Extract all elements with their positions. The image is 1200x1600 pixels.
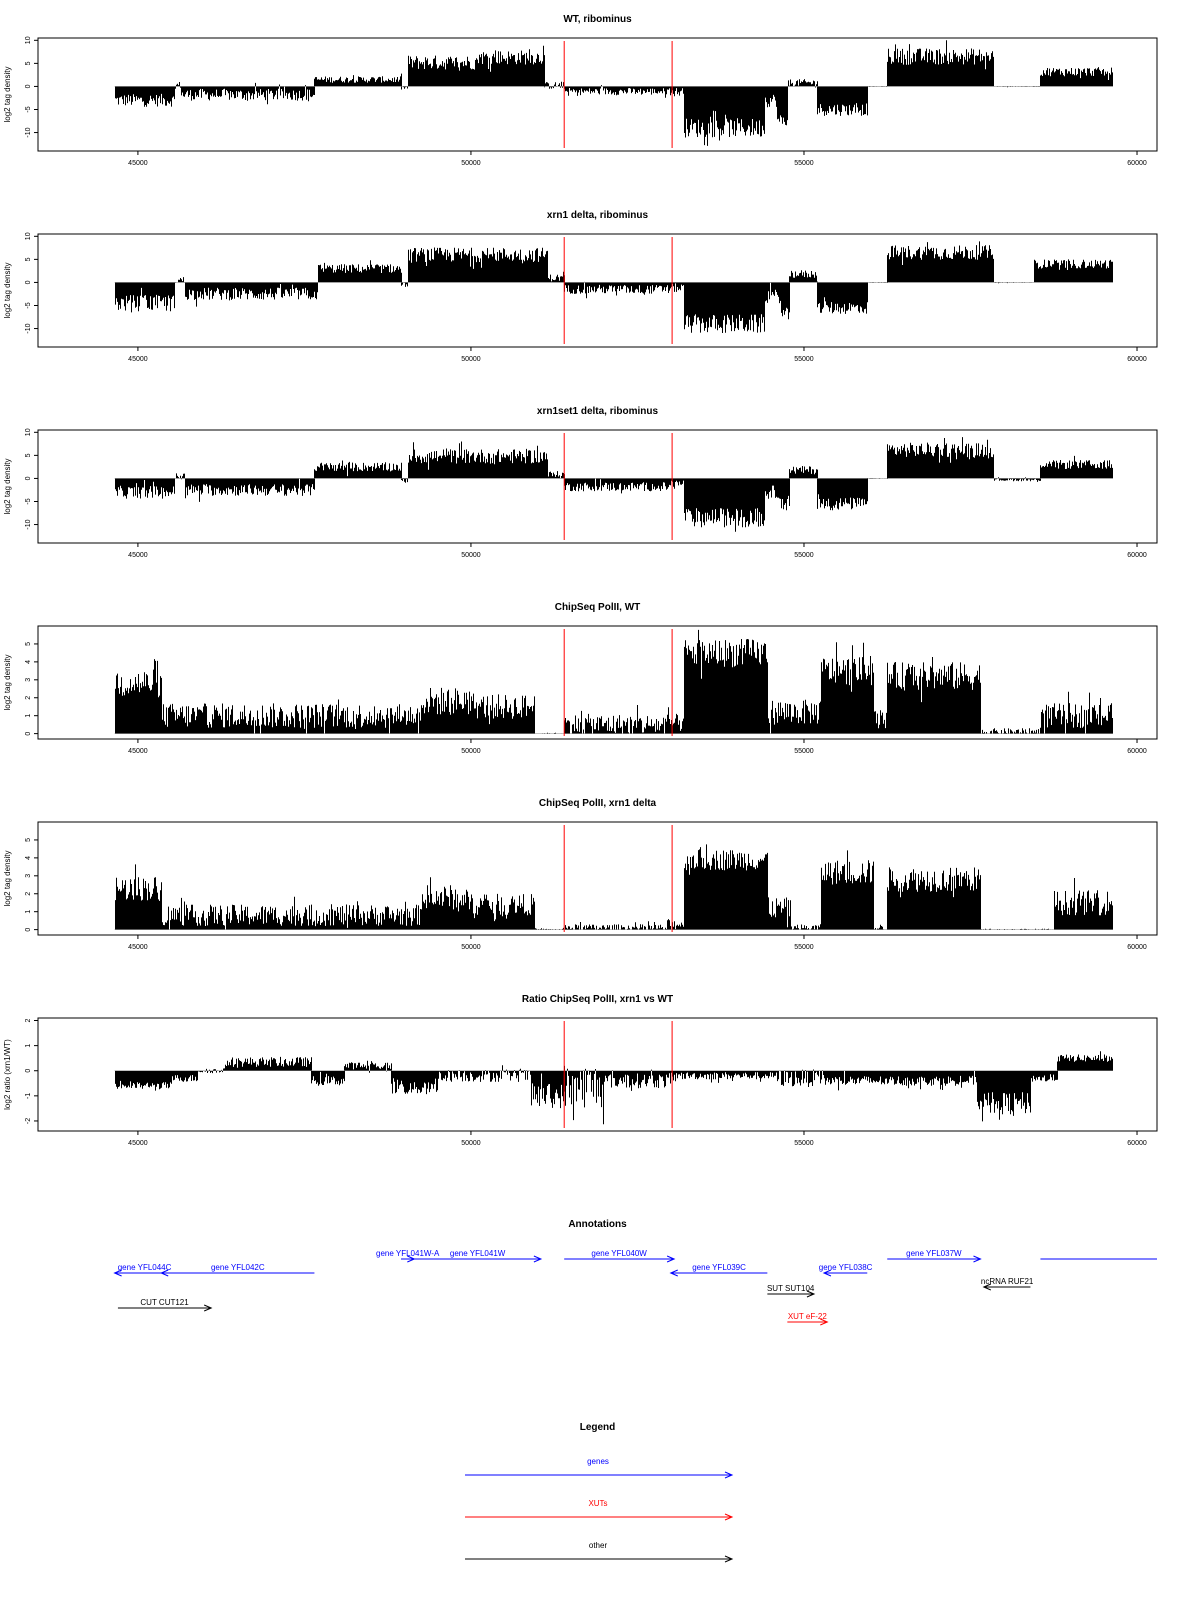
x-tick-label: 60000 bbox=[1127, 944, 1147, 951]
chart-panel bbox=[3, 406, 1157, 559]
y-tick-label: -1 bbox=[25, 1092, 32, 1099]
x-tick-label: 55000 bbox=[794, 944, 814, 951]
annotation-feature bbox=[115, 1263, 175, 1276]
x-tick-label: 50000 bbox=[461, 944, 481, 951]
plot-frame bbox=[38, 38, 1157, 151]
y-tick-label: 5 bbox=[25, 61, 32, 66]
y-tick-label: 10 bbox=[25, 36, 32, 45]
y-tick-label: -5 bbox=[25, 106, 32, 113]
x-tick-label: 60000 bbox=[1127, 1140, 1147, 1147]
y-tick-label: 5 bbox=[25, 837, 32, 842]
x-tick-label: 50000 bbox=[461, 748, 481, 755]
data-series bbox=[116, 630, 1113, 734]
x-tick-label: 45000 bbox=[128, 356, 148, 363]
y-axis-label: log2 tag density bbox=[3, 66, 12, 123]
feature-label: ncRNA RUF21 bbox=[980, 1277, 1034, 1286]
data-bars bbox=[116, 630, 1113, 734]
y-tick-label: 5 bbox=[25, 453, 32, 458]
chart-title: ChipSeq PolII, WT bbox=[554, 602, 641, 613]
chart-panel bbox=[3, 994, 1157, 1147]
annotations-title: Annotations bbox=[568, 1219, 627, 1230]
y-tick-label: 4 bbox=[25, 855, 32, 860]
y-tick-label: 0 bbox=[25, 476, 32, 481]
annotation-feature bbox=[671, 1263, 768, 1276]
data-series bbox=[116, 437, 1113, 532]
data-series bbox=[116, 40, 1113, 146]
chart-panel bbox=[3, 210, 1157, 363]
y-tick-label: 5 bbox=[25, 641, 32, 646]
data-series bbox=[116, 844, 1113, 929]
y-tick-label: -5 bbox=[25, 498, 32, 505]
legend-item bbox=[465, 1457, 732, 1478]
feature-label: gene YFL040W bbox=[591, 1249, 647, 1258]
chart-title: xrn1 delta, ribominus bbox=[546, 210, 649, 221]
y-tick-label: 3 bbox=[25, 873, 32, 878]
data-series bbox=[116, 1051, 1113, 1124]
feature-label: gene YFL044C bbox=[117, 1263, 172, 1272]
y-tick-label: 5 bbox=[25, 257, 32, 262]
x-tick-label: 55000 bbox=[794, 356, 814, 363]
x-tick-label: 45000 bbox=[128, 944, 148, 951]
y-axis-label: log2 ratio (xrn1/WT) bbox=[3, 1039, 12, 1110]
y-tick-label: -10 bbox=[25, 323, 32, 334]
x-tick-label: 55000 bbox=[794, 1140, 814, 1147]
annotation-feature bbox=[887, 1249, 980, 1262]
legend-item bbox=[465, 1499, 732, 1520]
y-tick-label: 2 bbox=[25, 1018, 32, 1023]
y-tick-label: 0 bbox=[25, 1068, 32, 1073]
feature-label: gene YFL039C bbox=[692, 1263, 746, 1272]
annotation-feature bbox=[981, 1277, 1034, 1290]
data-bars bbox=[116, 241, 1113, 333]
chart-panel bbox=[3, 602, 1157, 755]
feature-label: SUT SUT104 bbox=[766, 1284, 815, 1293]
x-tick-label: 50000 bbox=[461, 160, 481, 167]
x-tick-label: 60000 bbox=[1127, 748, 1147, 755]
feature-label: XUT eF-22 bbox=[787, 1312, 827, 1321]
legend bbox=[465, 1422, 732, 1562]
chart-panel bbox=[3, 14, 1157, 167]
y-tick-label: -10 bbox=[25, 127, 32, 138]
annotations-track bbox=[115, 1219, 1157, 1325]
y-tick-label: -5 bbox=[25, 302, 32, 309]
x-tick-label: 50000 bbox=[461, 356, 481, 363]
annotation-feature bbox=[118, 1298, 211, 1311]
x-tick-label: 45000 bbox=[128, 748, 148, 755]
legend-item-label: genes bbox=[587, 1457, 609, 1466]
feature-label: gene YFL041W-A bbox=[376, 1249, 440, 1258]
y-tick-label: 2 bbox=[25, 695, 32, 700]
annotation-feature bbox=[819, 1263, 873, 1276]
x-tick-label: 55000 bbox=[794, 748, 814, 755]
y-tick-label: 2 bbox=[25, 891, 32, 896]
feature-label: CUT CUT121 bbox=[140, 1298, 189, 1307]
legend-item-label: XUTs bbox=[588, 1499, 608, 1508]
y-tick-label: 1 bbox=[25, 713, 32, 718]
y-axis-label: log2 tag density bbox=[3, 850, 12, 907]
x-tick-label: 60000 bbox=[1127, 160, 1147, 167]
y-tick-label: 0 bbox=[25, 280, 32, 285]
chart-panel bbox=[3, 798, 1157, 951]
x-tick-label: 60000 bbox=[1127, 552, 1147, 559]
y-tick-label: 1 bbox=[25, 909, 32, 914]
legend-item-label: other bbox=[588, 1541, 608, 1550]
x-tick-label: 55000 bbox=[794, 552, 814, 559]
feature-label: gene YFL037W bbox=[906, 1249, 962, 1258]
x-tick-label: 60000 bbox=[1127, 356, 1147, 363]
feature-label: gene YFL042C bbox=[210, 1263, 265, 1272]
annotation-feature bbox=[787, 1312, 827, 1325]
plot-frame bbox=[38, 822, 1157, 935]
y-tick-label: 10 bbox=[25, 428, 32, 437]
chart-title: Ratio ChipSeq PolII, xrn1 vs WT bbox=[521, 994, 674, 1005]
feature-label: gene YFL038C bbox=[818, 1263, 873, 1272]
y-tick-label: 0 bbox=[25, 927, 32, 932]
y-tick-label: 0 bbox=[25, 84, 32, 89]
y-tick-label: 1 bbox=[25, 1043, 32, 1048]
data-bars bbox=[116, 40, 1113, 146]
x-tick-label: 45000 bbox=[128, 1140, 148, 1147]
data-series bbox=[116, 241, 1113, 333]
y-axis-label: log2 tag density bbox=[3, 458, 12, 515]
legend-title: Legend bbox=[579, 1422, 616, 1433]
y-tick-label: 3 bbox=[25, 677, 32, 682]
annotation-feature bbox=[564, 1249, 674, 1262]
y-tick-label: -10 bbox=[25, 519, 32, 530]
y-tick-label: -2 bbox=[25, 1117, 32, 1125]
legend-item bbox=[465, 1541, 732, 1562]
chart-title: WT, ribominus bbox=[563, 14, 632, 25]
y-tick-label: 10 bbox=[25, 232, 32, 241]
annotation-feature bbox=[767, 1284, 815, 1297]
data-bars bbox=[116, 1051, 1113, 1124]
data-bars bbox=[116, 844, 1113, 929]
data-bars bbox=[116, 437, 1113, 532]
y-tick-label: 0 bbox=[25, 731, 32, 736]
y-tick-label: 4 bbox=[25, 659, 32, 664]
y-axis-label: log2 tag density bbox=[3, 654, 12, 711]
x-tick-label: 45000 bbox=[128, 552, 148, 559]
annotation-feature bbox=[376, 1249, 440, 1262]
chart-title: ChipSeq PolII, xrn1 delta bbox=[538, 798, 657, 809]
y-axis-label: log2 tag density bbox=[3, 262, 12, 319]
x-tick-label: 50000 bbox=[461, 552, 481, 559]
x-tick-label: 45000 bbox=[128, 160, 148, 167]
x-tick-label: 55000 bbox=[794, 160, 814, 167]
chart-title: xrn1set1 delta, ribominus bbox=[536, 406, 659, 417]
annotation-feature bbox=[161, 1263, 314, 1276]
x-tick-label: 50000 bbox=[461, 1140, 481, 1147]
feature-label: gene YFL041W bbox=[449, 1249, 506, 1258]
